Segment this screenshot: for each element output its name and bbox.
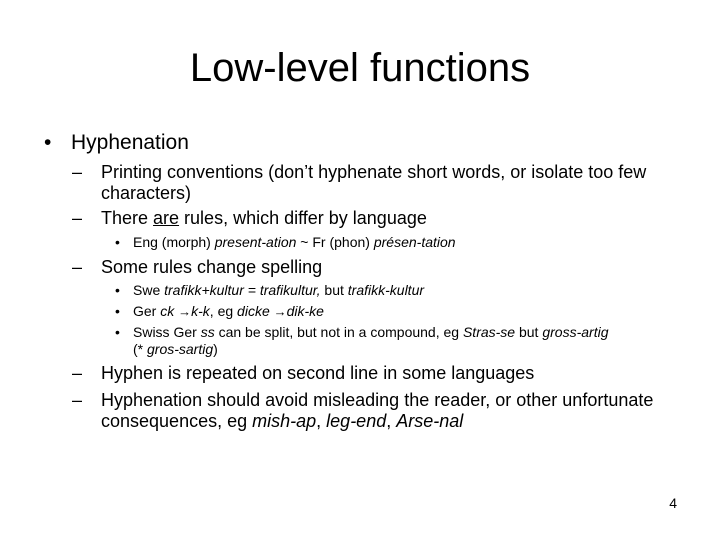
subbullet-text: Some rules change spelling [101, 257, 323, 277]
subbullet-rules [72, 208, 692, 229]
dash: – [72, 208, 83, 228]
example-text: Ger ck →k-k, eg dicke →dik-ke [133, 303, 324, 319]
subbullet-repeated [72, 363, 692, 384]
subbullet-avoid [72, 390, 692, 432]
dash: – [72, 390, 83, 410]
example-text: Swe trafikk+kultur = trafikultur, but trafikk-kultur [133, 282, 425, 298]
example-ger [115, 303, 705, 320]
subbullet-text: Hyphen is repeated on second line in some languages [101, 363, 535, 383]
example-text: Eng (morph) present-ation ~ Fr (phon) présen-tation [133, 234, 456, 250]
dash: – [72, 257, 83, 277]
subbullet-text: Hyphenation should avoid misleading the reader, or other unfortunate consequences, eg mish-ap, leg-end, Arse-nal [101, 390, 654, 431]
bullet-dot: • [115, 324, 120, 340]
arrow-right-icon: → [178, 304, 192, 319]
bullet-dot: • [115, 303, 120, 319]
example-eng-fr [115, 234, 705, 251]
subbullet-spelling [72, 257, 692, 278]
arrow-right-icon: → [273, 304, 287, 319]
dash: – [72, 162, 83, 182]
dash: – [72, 363, 83, 383]
bullet-dot: • [115, 234, 120, 250]
page-number: 4 [669, 495, 677, 511]
bullet-text: Hyphenation [71, 131, 189, 154]
bullet-dot: • [44, 131, 52, 154]
example-swe [115, 282, 705, 299]
example-swiss [115, 324, 705, 358]
slide-title: Low-level functions [189, 46, 531, 90]
example-text: Swiss Ger ss can be split, but not in a compound, eg Stras-se but gross-artig (* gros-sartig) [133, 324, 609, 357]
subbullet-printing [72, 162, 692, 204]
subbullet-text: There are rules, which differ by language [101, 208, 427, 228]
bullet-dot: • [115, 282, 120, 298]
subbullet-text: Printing conventions (don’t hyphenate short words, or isolate too few characters) [101, 162, 647, 203]
